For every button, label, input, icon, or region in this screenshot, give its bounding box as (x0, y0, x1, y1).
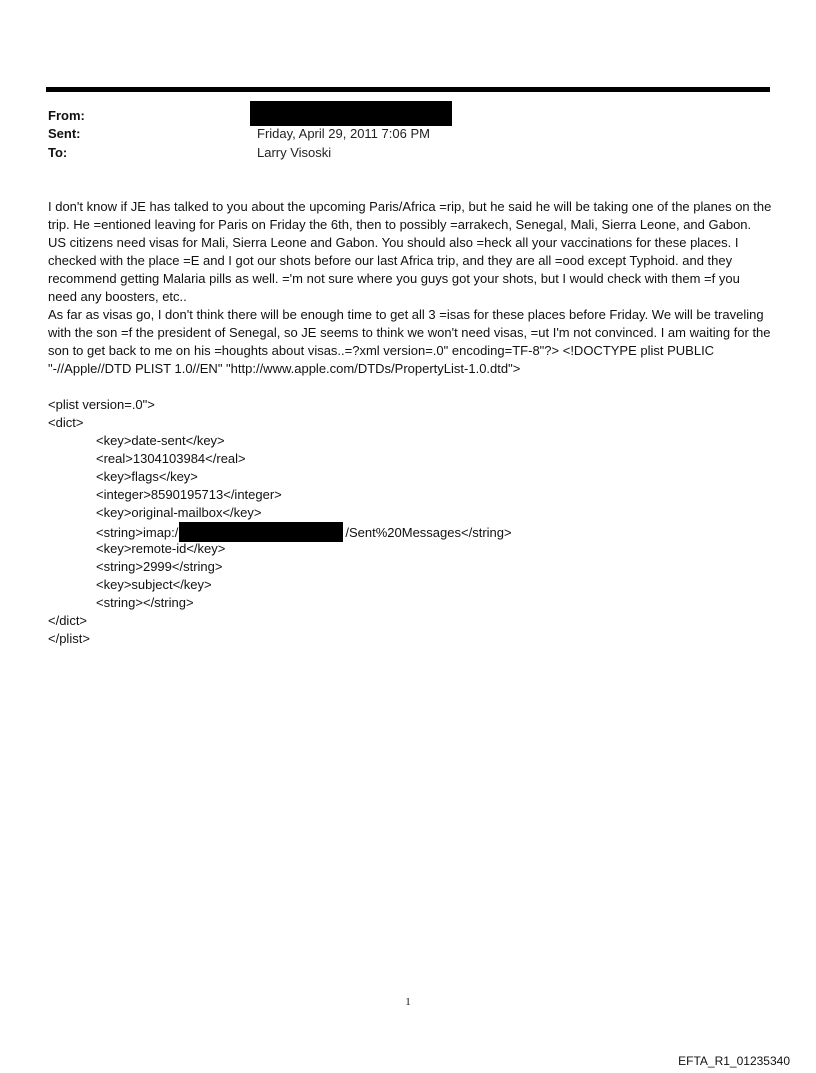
body-paragraph-3: As far as visas go, I don't think there will be enough time to get all 3 =isas for these places before Friday. We will be traveling with the son =f the president of Senegal, so JE seems to think we won't need visas, =ut I'm not convinced. I am waiting for the son to get back to me on his =houghts about visas..=?xml version=.0" encoding=TF-8"?> <!DOCTYPE plist PUBLIC "-//Apple//DTD PLIST 1.0//EN" "http://www.apple.com/DTDs/PropertyList-1.0.dtd"> (48, 307, 771, 376)
from-label: From: (48, 108, 85, 123)
plist-line-imap (48, 522, 768, 540)
to-value: Larry Visoski (257, 145, 332, 160)
plist-line: <string></string> (96, 595, 194, 610)
to-label: To: (48, 145, 68, 160)
plist-line: <key>flags</key> (96, 469, 198, 484)
plist-line: </dict> (48, 613, 88, 628)
redacted-sender (250, 101, 452, 126)
plist-line: <dict> (48, 415, 84, 430)
sent-value: Friday, April 29, 2011 7:06 PM (257, 126, 430, 141)
plist-line: <integer>8590195713</integer> (96, 487, 282, 502)
body-paragraph-1: I don't know if JE has talked to you about the upcoming Paris/Africa =rip, but he said he will be taking one of the planes on the trip. He =entioned leaving for Paris on Friday the 6th, then to possibly =arrakech, Senegal, Mali, Sierra Leone, and Gabon. (48, 199, 772, 232)
plist-block (48, 396, 768, 648)
plist-line: <string>2999</string> (96, 559, 223, 574)
redacted-mailbox (179, 522, 343, 542)
imap-prefix: <string>imap:/ (96, 525, 179, 540)
email-body (48, 198, 772, 378)
plist-line: <key>original-mailbox</key> (96, 505, 262, 520)
plist-line: <real>1304103984</real> (96, 451, 246, 466)
sent-label: Sent: (48, 126, 81, 141)
header-rule (46, 87, 770, 92)
imap-suffix: /Sent%20Messages</string> (345, 525, 512, 540)
plist-line: <key>remote-id</key> (96, 541, 226, 556)
plist-line: <plist version=.0"> (48, 397, 155, 412)
plist-line: <key>date-sent</key> (96, 433, 225, 448)
body-paragraph-2: US citizens need visas for Mali, Sierra Leone and Gabon. You should also =heck all your vaccinations for these places. I checked with the place =E and I got our shots before our last Africa trip, and they are all =ood except Typhoid. and they recommend getting Malaria pills as well. ='m not sure where you guys got your shots, but I would check with them =f you need any boosters, etc.. (48, 235, 740, 304)
plist-line: <key>subject</key> (96, 577, 212, 592)
bates-number: EFTA_R1_01235340 (678, 1054, 790, 1068)
plist-line: </plist> (48, 631, 90, 646)
page-number: 1 (405, 996, 411, 1008)
